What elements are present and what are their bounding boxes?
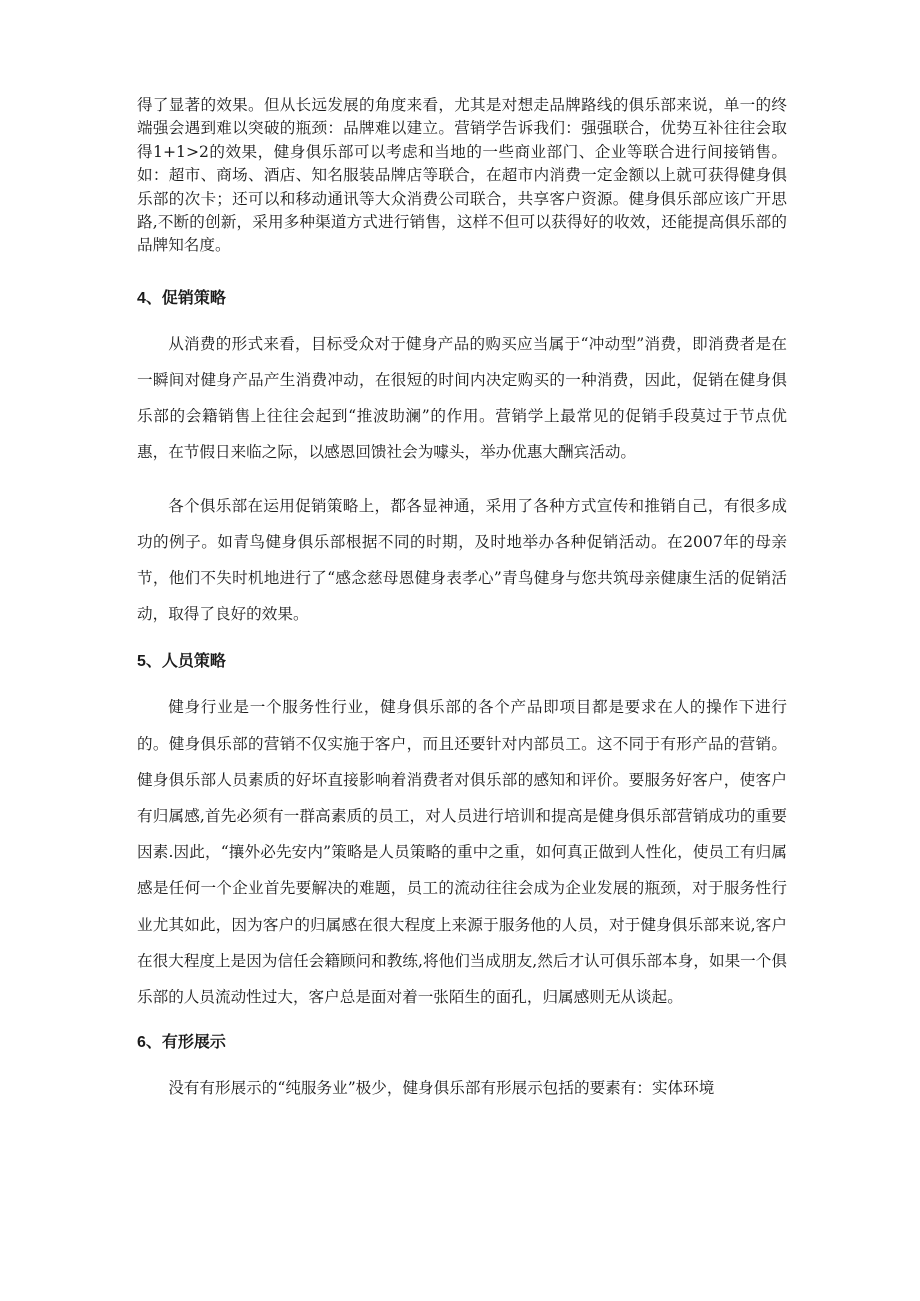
section-title: 、促销策略 [145,287,226,307]
section-number: 6 [137,1034,146,1052]
section-5-paragraph-1: 健身行业是一个服务性行业，健身俱乐部的各个产品即项目都是要求在人的操作下进行的。健身俱乐部的营销不仅实施于客户，而且还要针对内部员工。这不同于有形产品的营销。健身俱乐部人员素质的好坏直接影响着消费者对俱乐部的感知和评价。要服务好客户，使客户有归属感,首先必须有一群高素质的员工，对人员进行培训和提高是健身俱乐部营销成功的重要因素.因此，“攘外必先安内”策略是人员策略的重中之重，如何真正做到人性化，使员工有归属感是任何一个企业首先要解决的难题，员工的流动往往会成为企业发展的瓶颈，对于服务性行业尤其如此，因为客户的归属感在很大程度上来源于服务他的人员，对于健身俱乐部来说,客户在很大程度上是因为信任会籍顾问和教练,将他们当成朋友,然后才认可俱乐部本身，如果一个俱乐部的人员流动性过大，客户总是面对着一张陌生的面孔，归属感则无从谈起。 [137,698,787,1007]
section-title: 、有形展示 [145,1032,226,1052]
section-title: 、人员策略 [145,651,226,671]
section-heading-5 [137,650,787,673]
section-number: 5 [137,653,146,671]
section-number: 4 [137,289,146,307]
section-heading-4 [137,287,787,310]
section-4-paragraph-2: 各个俱乐部在运用促销策略上，都各显神通，采用了各种方式宣传和推销自己，有很多成功的例子。如青鸟健身俱乐部根据不同的时期，及时地举办各种促销活动。在2007年的母亲节，他们不失时机地进行了“感念慈母恩健身表孝心”青鸟健身与您共筑母亲健康生活的促销活动，取得了良好的效果。 [137,496,787,624]
section-4-paragraph-1: 从消费的形式来看，目标受众对于健身产品的购买应当属于“冲动型”消费，即消费者是在一瞬间对健身产品产生消费冲动，在很短的时间内决定购买的一种消费，因此，促销在健身俱乐部的会籍销售上往往会起到“推波助澜”的作用。营销学上最常见的促销手段莫过于节点优惠，在节假日来临之际，以感恩回馈社会为噱头，举办优惠大酬宾活动。 [137,334,787,462]
section-heading-6 [137,1031,787,1054]
document-page [137,94,787,1107]
intro-paragraph: 得了显著的效果。但从长远发展的角度来看，尤其是对想走品牌路线的俱乐部来说，单一的终端强会遇到难以突破的瓶颈：品牌难以建立。营销学告诉我们：强强联合，优势互补往往会取得1+1>2的效果，健身俱乐部可以考虑和当地的一些商业部门、企业等联合进行间接销售。如：超市、商场、酒店、知名服装品牌店等联合，在超市内消费一定金额以上就可获得健身俱乐部的次卡；还可以和移动通讯等大众消费公司联合，共享客户资源。健身俱乐部应该广开思路,不断的创新，采用多种渠道方式进行销售，这样不但可以获得好的收效，还能提高俱乐部的品牌知名度。 [137,96,787,255]
section-6-paragraph-1: 没有有形展示的“纯服务业”极少，健身俱乐部有形展示包括的要素有：实体环境 [168,1079,715,1098]
